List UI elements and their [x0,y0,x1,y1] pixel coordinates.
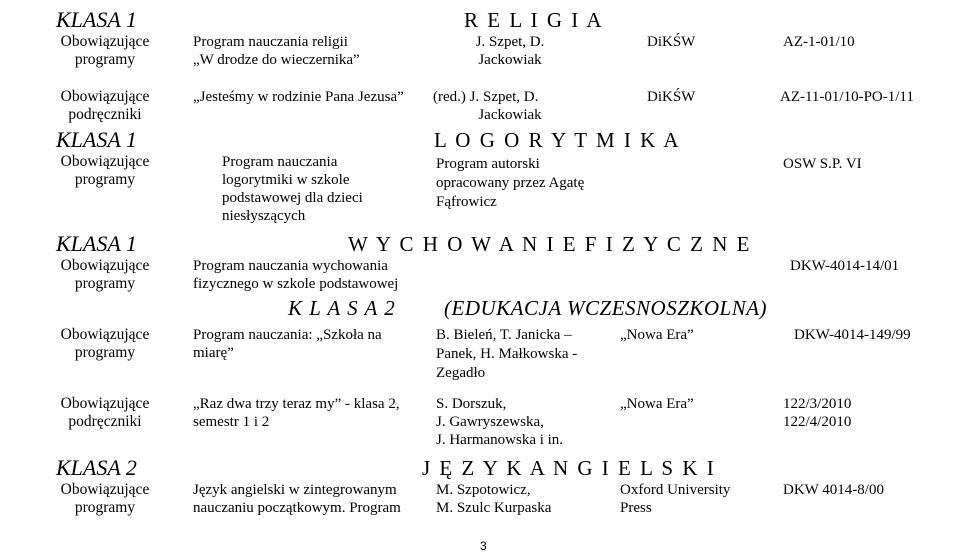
label-podreczniki: podręczniki [68,413,142,430]
religia-title: R E L I G I A [464,8,604,32]
angielski-authors-l1: M. Szpotowicz, [436,482,531,498]
label-obowiazujace: Obowiązujące [60,88,150,105]
edukacja-code: DKW-4014-149/99 [794,327,911,343]
klasa-1-heading: KLASA 1 [56,231,137,256]
label-programy: programy [74,171,136,188]
religia-book-code: AZ-11-01/10-PO-1/11 [780,89,914,105]
logorytmika-program-l2: logorytmiki w szkole [222,172,350,188]
label-programy: programy [74,51,136,68]
klasa-1-heading: KLASA 1 [56,127,137,152]
edukacja-book-authors-l3: J. Harmanowska i in. [436,432,564,448]
edukacja-program-l2: miarę” [193,345,234,361]
wf-program-l1: Program nauczania wychowania [193,258,388,274]
angielski-title: J Ę Z Y K A N G I E L S K I [422,456,716,480]
angielski-program-l2: nauczaniu początkowym. Program [193,500,401,516]
edukacja-authors-l2: Panek, H. Małkowska - [436,346,578,362]
label-obowiazujace: Obowiązujące [60,481,150,498]
edukacja-authors-l1: B. Bieleń, T. Janicka – [436,327,572,343]
label-programy: programy [74,499,136,516]
religia-program-line2: „W drodze do wieczernika” [193,52,360,68]
logorytmika-program-l1: Program nauczania [222,154,338,170]
label-programy: programy [74,344,136,361]
edukacja-program-l1: Program nauczania: „Szkoła na [193,327,382,343]
wf-title: W Y C H O W A N I E F I Z Y C Z N E [348,232,752,256]
edukacja-book-code-l2: 122/4/2010 [783,414,852,430]
klasa-1-heading: KLASA 1 [56,7,137,32]
angielski-authors-l2: M. Szulc Kurpaska [436,500,552,516]
religia-book-title: „Jesteśmy w rodzinie Pana Jezusa” [193,89,404,105]
angielski-program-l1: Język angielski w zintegrowanym [193,482,397,498]
edukacja-book-l1: „Raz dwa trzy teraz my” - klasa 2, [193,396,400,412]
label-obowiazujace: Obowiązujące [60,395,150,412]
angielski-publisher-l1: Oxford University [620,482,731,498]
label-obowiazujace: Obowiązujące [60,153,150,170]
logorytmika-author-l3: Fąfrowicz [436,194,497,210]
label-programy: programy [74,275,136,292]
wf-code: DKW-4014-14/01 [790,258,900,274]
religia-book-publisher: DiKŚW [647,89,696,105]
logorytmika-title: L O G O R Y T M I K A [434,128,681,152]
edukacja-title: (EDUKACJA WCZESNOSZKOLNA) [444,296,768,320]
edukacja-book-code-l1: 122/3/2010 [783,396,852,412]
label-obowiazujace: Obowiązujące [60,33,150,50]
logorytmika-author-l2: opracowany przez Agatę [436,175,585,191]
edukacja-book-authors-l2: J. Gawryszewska, [436,414,544,430]
wf-program-l2: fizycznego w szkole podstawowej [193,276,399,292]
logorytmika-program-l4: niesłyszących [222,208,306,224]
religia-book-authors-line1: (red.) J. Szpet, D. [433,89,539,105]
edukacja-book-publisher: „Nowa Era” [620,396,694,412]
page-number: 3 [480,539,487,553]
logorytmika-author-l1: Program autorski [436,156,540,172]
edukacja-publisher: „Nowa Era” [620,327,694,343]
logorytmika-code: OSW S.P. VI [783,156,862,172]
edukacja-authors-l3: Zegadło [436,365,486,381]
religia-authors-line1: J. Szpet, D. [475,34,545,50]
religia-program-line1: Program nauczania religii [193,34,348,50]
klasa-2-edu-heading: K L A S A 2 [288,296,396,320]
angielski-code: DKW 4014-8/00 [783,482,884,498]
edukacja-book-l2: semestr 1 i 2 [193,414,270,430]
label-podreczniki: podręczniki [68,106,142,123]
logorytmika-program-l3: podstawowej dla dzieci [222,190,363,206]
klasa-2-heading: KLASA 2 [56,455,137,480]
label-obowiazujace: Obowiązujące [60,257,150,274]
edukacja-book-authors-l1: S. Dorszuk, [436,396,507,412]
religia-publisher: DiKŚW [647,34,696,50]
religia-code: AZ-1-01/10 [783,34,855,50]
angielski-publisher-l2: Press [620,500,652,516]
label-obowiazujace: Obowiązujące [60,326,150,343]
religia-authors-line2: Jackowiak [478,52,542,68]
religia-book-authors-line2: Jackowiak [478,107,542,123]
